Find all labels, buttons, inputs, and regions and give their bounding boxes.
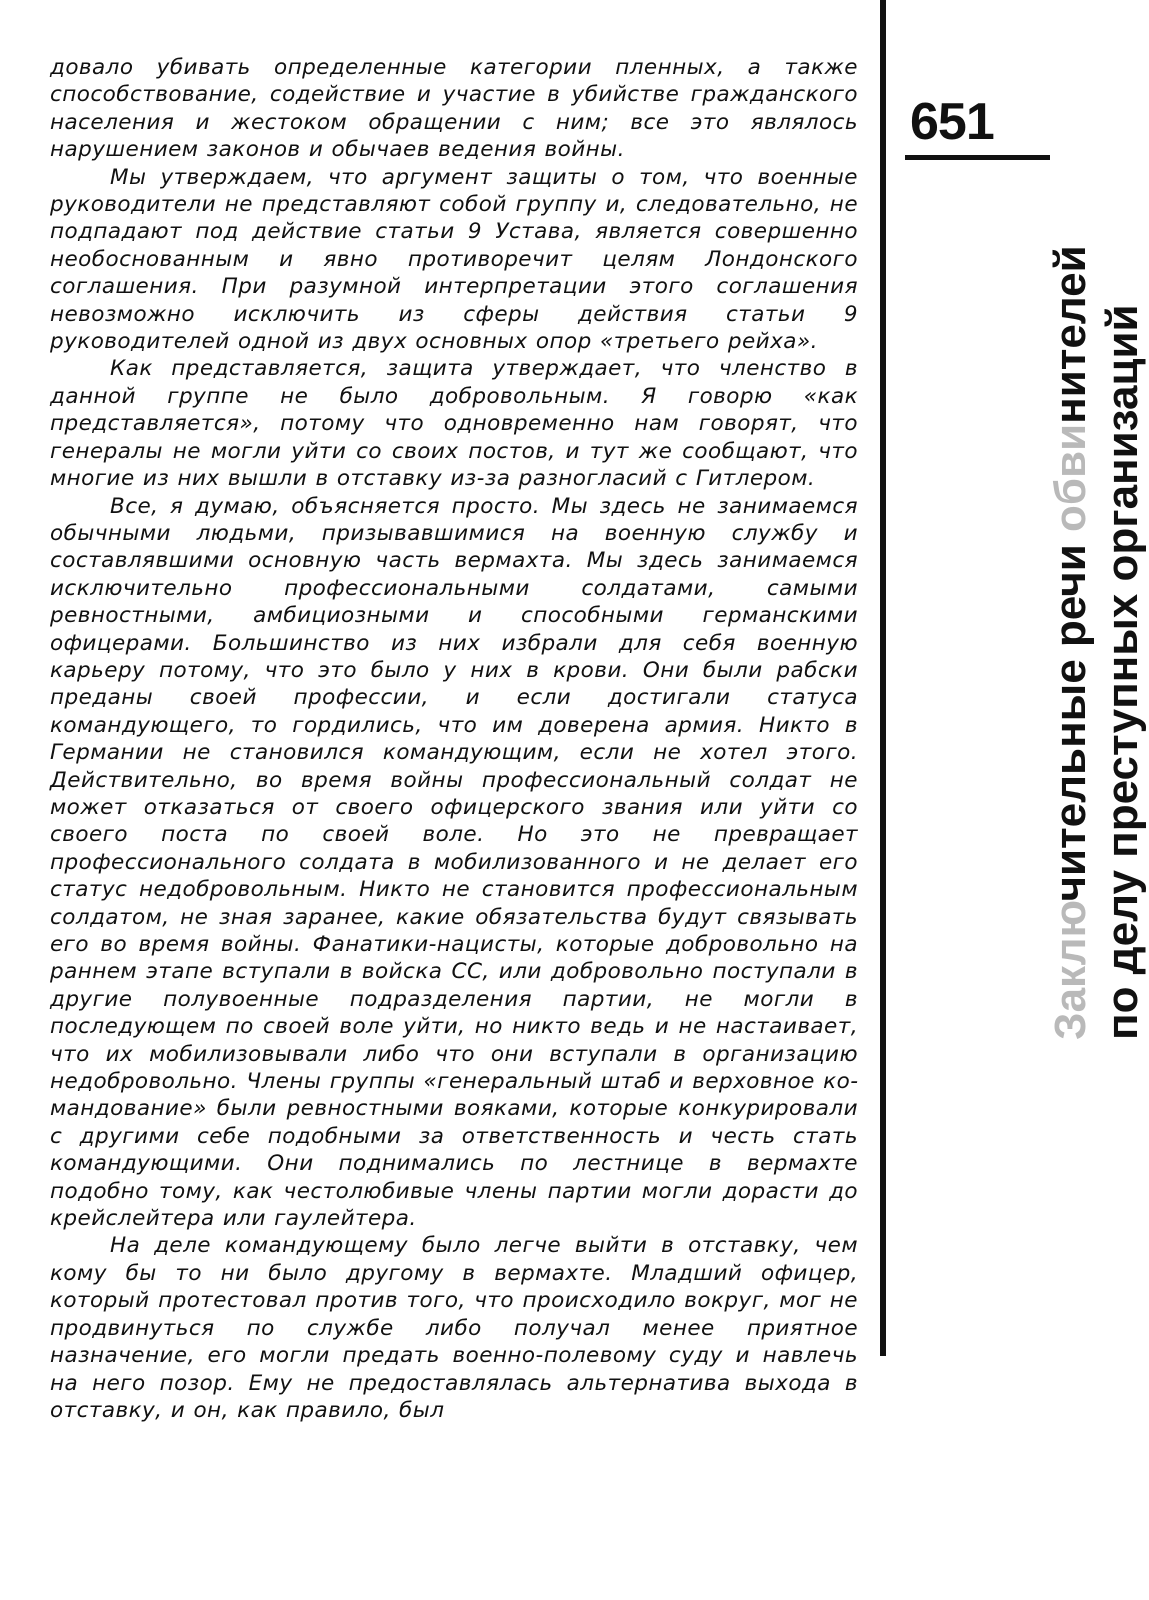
- page-number: 651: [910, 93, 994, 151]
- running-head: [1045, 200, 1149, 1040]
- paragraph-2: Мы утверждаем, что аргумент защиты о том, что военные руководители не представляют собой группу и, следовательно, не подпадают под действие статьи 9 Устава, является совершенно необоснованным и явно противоречит целям Лондонского соглашения. При разумной интерпретации этого соглашения невозможно исключить из сферы действия статьи 9 руководителей одной из двух основных опор «третьего рейха».: [50, 164, 858, 355]
- vertical-rule: [880, 0, 886, 1356]
- running-head-line-2: по делу преступных организаций: [1098, 304, 1147, 1040]
- paragraph-3: Как представляется, защита утверждает, что членство в данной группе не было добровольным. Я говорю «как представляется», потому что одновременно нам говорят, что генералы не могли уйти со своих постов, и тут же сообщают, что многие из них вышли в отставку из-за разногласий с Гитлером.: [50, 356, 858, 492]
- running-head-faint-mid: обви: [1046, 423, 1095, 533]
- running-head-bold: чительные речи: [1046, 532, 1095, 902]
- running-head-faint-start: Заклю: [1046, 901, 1095, 1040]
- running-head-bold-end: нителей: [1046, 245, 1095, 424]
- paragraph-1: довало убивать определенные категории пленных, а также способствование, содействие и участие в убийстве гражданского населения и жестоком обращении с ним; все это являлось нарушением законов и обычаев ведения войны.: [50, 55, 858, 163]
- horizontal-rule: [905, 155, 1050, 160]
- body-text: [50, 54, 858, 1424]
- running-head-line-1: [1045, 200, 1097, 1040]
- paragraph-5: На деле командующему было легче выйти в отставку, чем кому бы то ни было другому в вермахте. Младший офицер, который протестовал против того, что происходило вокруг, мог не продвинуться по службе либо получал менее приятное назначение, его могли предать военно-полевому суду и навлечь на него позор. Ему не предоставлялась альтернатива выхода в отставку, и он, как правило, был: [50, 1233, 858, 1423]
- paragraph-4: Все, я думаю, объясняется просто. Мы здесь не занимаемся обычными людьми, призывавшимися на военную службу и составлявшими основную часть вермахта. Мы здесь занимаемся исключительно профессиональными солдатами, самыми ревностными, амбициозными и способными германскими офицерами. Большинство из них избрали для себя военную карьеру потому, что это было у них в крови. Они были рабски преданы своей профессии, и если достигали статуса командующего, то гордились, что им доверена армия. Никто в Германии не становился командующим, если не хотел этого. Действительно, во время войны профессиональный солдат не может отказаться от своего офицерского звания или уйти со своего поста по своей воле. Но это не превращает профессионального солдата в мобилизованного и не делает его статус недобровольным. Никто не становится профессиональным солдатом, не зная заранее, какие обязательства будут связывать его во время войны. Фанатики-нацисты, которые добровольно на раннем этапе вступали в войска СС, или добровольно поступали в другие полувоенные подразделения партии, не могли в последующем по своей воле уйти, но никто ведь и не настаивает, что их мобилизовывали либо что они вступали в организацию недобровольно. Члены группы «генеральный штаб и верховное командование» были ревностными вояками, которые конкурировали с другими себе подобными за ответственность и честь стать командующими. Они поднимались по лестнице в вермахте подобно тому, как честолюбивые члены партии могли дорасти до крейслейтера или гаулейтера.: [50, 493, 858, 1232]
